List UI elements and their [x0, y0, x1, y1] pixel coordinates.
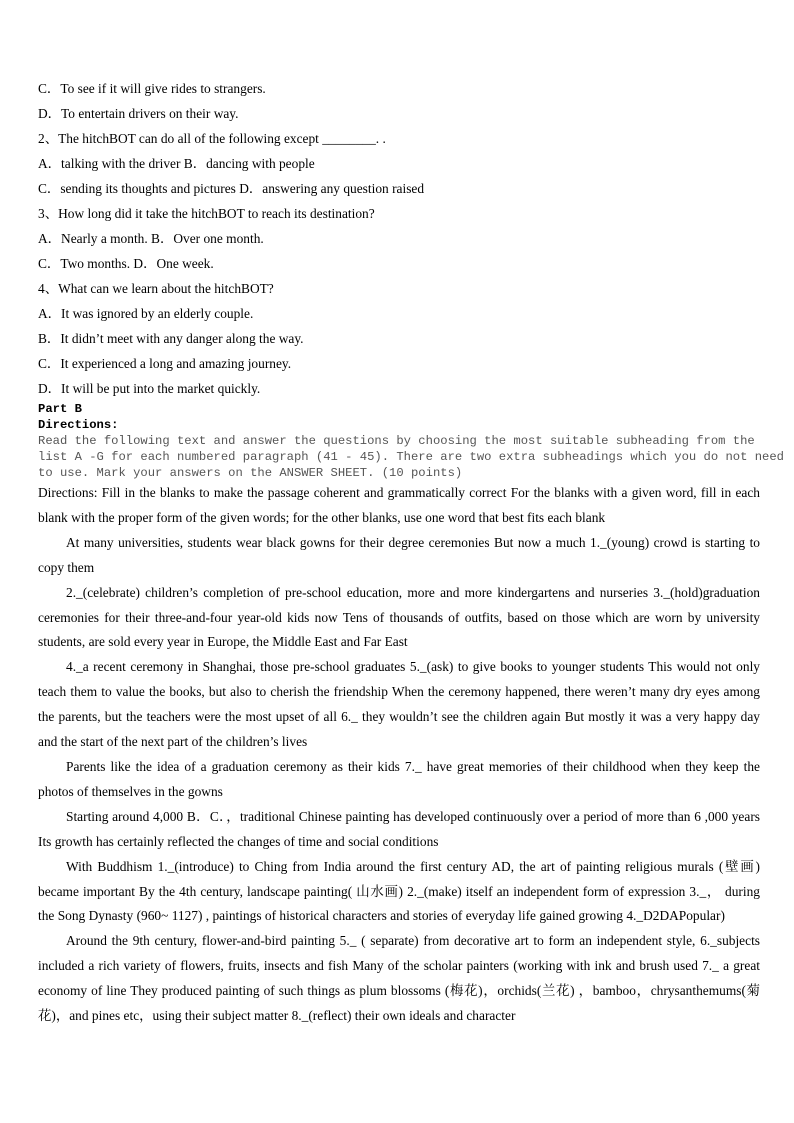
passage-directions: Directions: Fill in the blanks to make the passage coherent and grammatically correct For the blanks with a given word, fill in each blank with the proper form of the given words; for the other blanks, use one word that best fits each blank — [38, 485, 760, 525]
passage-paragraph: 2._(celebrate) children’s completion of pre-school education, more and more kindergartens and nurseries 3._(hold)graduation ceremonies for their three-and-four year-old kids now Tens of thousands of outfits, based on those which are worn by university students, are sold every year in Europe, the Middle East and Far East — [38, 584, 760, 650]
question-list — [38, 76, 760, 401]
option-line: C．It experienced a long and amazing journey. — [38, 356, 292, 371]
passage-paragraph: At many universities, students wear black gowns for their degree ceremonies But now a much 1._(young) crowd is starting to copy them — [38, 534, 760, 575]
option-line: B．It didn’t meet with any danger along the way. — [38, 331, 304, 346]
part-b-title: Part B — [38, 402, 82, 416]
passage — [38, 481, 760, 1029]
question-line: 2、The hitchBOT can do all of the following except ________. . — [38, 131, 386, 146]
option-line: D．It will be put into the market quickly. — [38, 381, 261, 396]
directions-line: Read the following text and answer the questions by choosing the most suitable subheading from the — [38, 434, 755, 448]
option-line: C．To see if it will give rides to strangers. — [38, 81, 266, 96]
directions-line: list A -G for each numbered paragraph (41 - 45). There are two extra subheadings which you do not need — [38, 450, 784, 464]
directions-label: Directions: — [38, 418, 119, 432]
document-page — [38, 76, 784, 1029]
passage-paragraph: Around the 9th century, flower-and-bird painting 5._ ( separate) from decorative art to form an independent style, 6._subjects included a rich variety of flowers, fruits, insects and fish Many of the scholar painters (working with ink and brush used 7._ a great economy of line They produced painting of such things as plum blossoms (梅花)，orchids(兰花) ，bamboo，chrysanthemums(菊花)，and pines etc，using their subject matter 8._(reflect) their own ideals and character — [38, 933, 760, 1024]
question-line: 3、How long did it take the hitchBOT to reach its destination? — [38, 206, 375, 221]
option-line: A．Nearly a month. B．Over one month. — [38, 231, 264, 246]
option-line: A．It was ignored by an elderly couple. — [38, 306, 254, 321]
passage-paragraph: Starting around 4,000 B．C．，traditional Chinese painting has developed continuously over a period of more than 6 ,000 years Its growth has certainly reflected the changes of time and social conditions — [38, 808, 760, 849]
option-line: D．To entertain drivers on their way. — [38, 106, 239, 121]
part-b-section — [38, 401, 784, 481]
passage-paragraph: Parents like the idea of a graduation ceremony as their kids 7._ have great memories of their childhood when they keep the photos of themselves in the gowns — [38, 758, 760, 799]
question-line: 4、What can we learn about the hitchBOT? — [38, 281, 274, 296]
passage-paragraph: 4._a recent ceremony in Shanghai, those pre-school graduates 5._(ask) to give books to younger students This would not only teach them to value the books, but also to cherish the friendship When the ceremony happened, there weren’t many dry eyes among the parents, but the teachers were the most upset of all 6._ they wouldn’t see the children again But mostly it was a very happy day and the start of the next part of the children’s lives — [38, 659, 760, 750]
option-line: C．Two months. D．One week. — [38, 256, 214, 271]
passage-paragraph: With Buddhism 1._(introduce) to Ching from India around the first century AD, the art of painting religious murals (壁画) became important By the 4th century, landscape painting( 山水画) 2._(make) itself an independent form of expression 3._， during the Song Dynasty (960~ 1127) , paintings of historical characters and stories of everyday life gained growing 4._D2DAPopular) — [38, 858, 760, 924]
option-line: C．sending its thoughts and pictures D．answering any question raised — [38, 181, 425, 196]
option-line: A．talking with the driver B．dancing with people — [38, 156, 315, 171]
directions-line: to use. Mark your answers on the ANSWER SHEET. (10 points) — [38, 466, 463, 480]
